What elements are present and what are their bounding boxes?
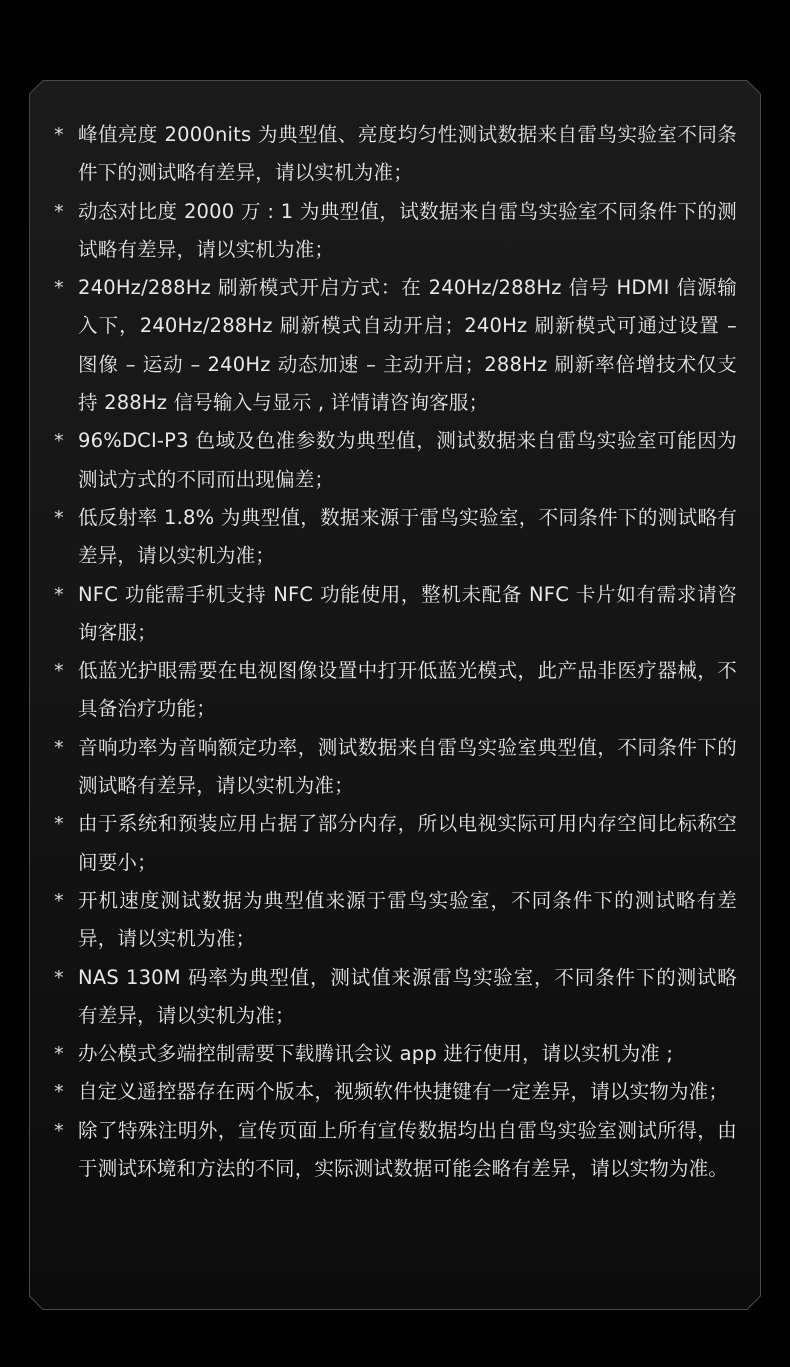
disclaimer-text: 办公模式多端控制需要下载腾讯会议 app 进行使用，请以实机为准 ; — [78, 1042, 674, 1066]
bullet-asterisk: * — [54, 1119, 64, 1142]
disclaimer-item — [29, 193, 761, 270]
disclaimer-item — [29, 269, 761, 422]
disclaimer-item — [29, 422, 761, 499]
disclaimer-item — [29, 1035, 761, 1073]
bullet-asterisk: * — [54, 583, 64, 606]
bullet-asterisk: * — [54, 813, 64, 836]
disclaimer-list — [29, 116, 761, 1188]
disclaimer-panel — [29, 80, 761, 1310]
bullet-asterisk: * — [54, 1043, 64, 1066]
disclaimer-text: 低反射率 1.8% 为典型值，数据来源于雷鸟实验室，不同条件下的测试略有差异，请以实机为准； — [78, 505, 737, 568]
bullet-asterisk: * — [54, 966, 64, 989]
bullet-asterisk: * — [54, 736, 64, 759]
disclaimer-item — [29, 116, 761, 193]
disclaimer-item — [29, 729, 761, 806]
disclaimer-text: NFC 功能需手机支持 NFC 功能使用，整机未配备 NFC 卡片如有需求请咨询客服； — [78, 582, 737, 644]
disclaimer-item — [29, 959, 761, 1036]
bullet-asterisk: * — [54, 277, 64, 300]
bullet-asterisk: * — [54, 200, 64, 223]
bullet-asterisk: * — [54, 889, 64, 912]
disclaimer-text: 音响功率为音响额定功率，测试数据来自雷鸟实验室典型值，不同条件下的测试略有差异，请以实机为准； — [78, 735, 737, 798]
disclaimer-text: 由于系统和预装应用占据了部分内存，所以电视实际可用内存空间比标称空间要小； — [78, 812, 737, 874]
disclaimer-text: 除了特殊注明外，宣传页面上所有宣传数据均出自雷鸟实验室测试所得，由于测试环境和方法的不同，实际测试数据可能会略有差异，请以实物为准。 — [78, 1118, 737, 1181]
bullet-asterisk: * — [54, 430, 64, 453]
bullet-asterisk: * — [54, 1081, 64, 1104]
disclaimer-item — [29, 499, 761, 576]
disclaimer-item — [29, 1112, 761, 1189]
disclaimer-item — [29, 576, 761, 653]
disclaimer-text: 低蓝光护眼需要在电视图像设置中打开低蓝光模式，此产品非医疗器械，不具备治疗功能； — [78, 659, 737, 721]
disclaimer-text: 自定义遥控器存在两个版本，视频软件快捷键有一定差异，请以实物为准； — [78, 1080, 729, 1104]
bullet-asterisk: * — [54, 124, 64, 146]
disclaimer-item — [29, 1073, 761, 1111]
disclaimer-text: 96%DCI-P3 色域及色准参数为典型值，测试数据来自雷鸟实验室可能因为测试方式的不同而出现偏差； — [78, 429, 737, 491]
disclaimer-text: 240Hz/288Hz 刷新模式开启方式：在 240Hz/288Hz 信号 HDMI 信源输入下，240Hz/288Hz 刷新模式自动开启；240Hz 刷新模式可通过设置 – 图像 – 运动 – 240Hz 动态加速 – 主动开启；288Hz 刷新率倍增技术仅支持 288Hz 信号输入与显示 , 详情请咨询客服； — [78, 276, 737, 415]
disclaimer-text: 峰值亮度 2000nits 为典型值、亮度均匀性测试数据来自雷鸟实验室不同条件下的测试略有差异，请以实机为准； — [78, 123, 737, 185]
disclaimer-item — [29, 652, 761, 729]
disclaimer-item — [29, 805, 761, 882]
disclaimer-text: NAS 130M 码率为典型值，测试值来源雷鸟实验室，不同条件下的测试略有差异，请以实机为准； — [78, 965, 737, 1027]
disclaimer-text: 动态对比度 2000 万 : 1 为典型值，试数据来自雷鸟实验室不同条件下的测试略有差异，请以实机为准； — [78, 199, 737, 261]
disclaimer-text: 开机速度测试数据为典型值来源于雷鸟实验室，不同条件下的测试略有差异，请以实机为准； — [78, 888, 737, 951]
disclaimer-item — [29, 882, 761, 959]
bullet-asterisk: * — [54, 660, 64, 683]
bullet-asterisk: * — [54, 506, 64, 529]
